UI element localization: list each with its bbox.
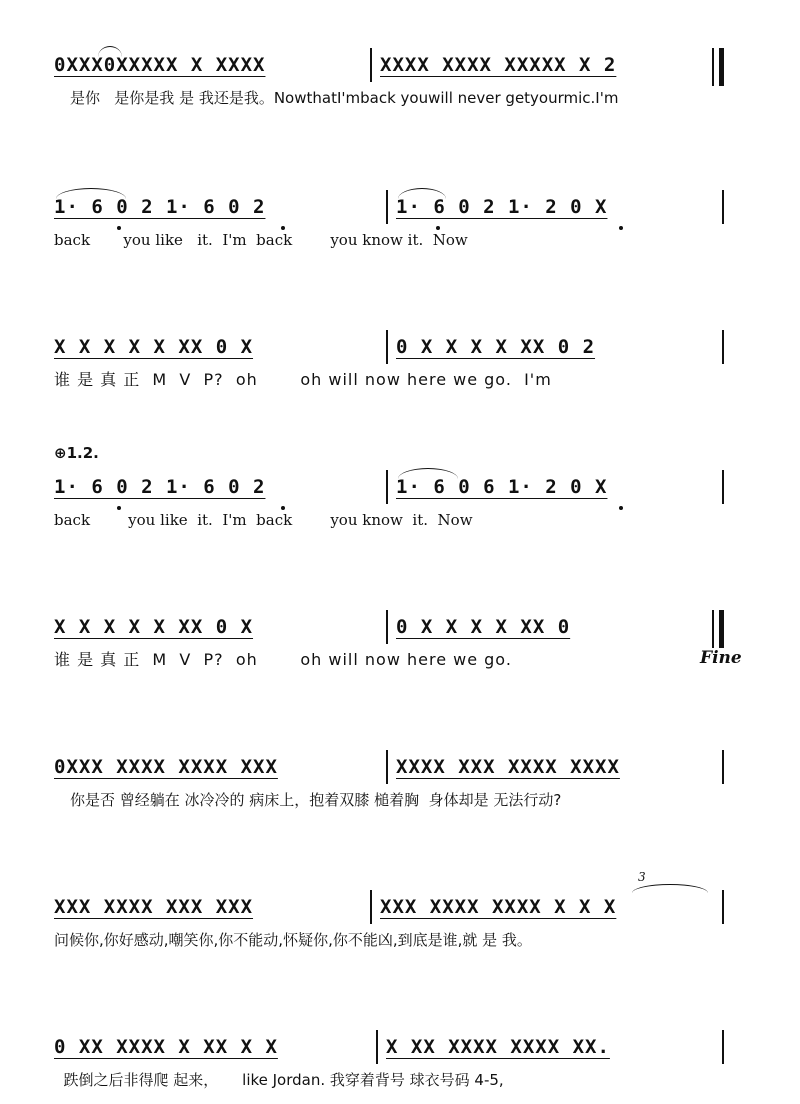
score-system-8 (0, 1030, 800, 1104)
coda-label: 1.2. (66, 444, 99, 462)
barline (722, 330, 724, 364)
barline (386, 190, 388, 224)
score-system-5 (0, 610, 800, 690)
measure-1: XXX XXXX XXX XXX (54, 896, 254, 918)
measure-2: 0 X X X X XX 0 (396, 616, 571, 638)
score-system-6 (0, 750, 800, 830)
measure-2: XXXX XXX XXXX XXXX (396, 756, 620, 778)
barline (376, 1030, 378, 1064)
measure-2: 1· 6 0 6 1· 2 0 X (396, 476, 608, 498)
barline (370, 48, 372, 82)
measure-1: 0XXX XXXX XXXX XXX (54, 756, 278, 778)
measure-1: X X X X X XX 0 X (54, 336, 254, 358)
final-barline-thick (719, 610, 724, 648)
triplet-bracket (632, 884, 708, 893)
measure-1: 0 XX XXXX X XX X X (54, 1036, 278, 1058)
coda-icon: ⊕ (54, 444, 67, 462)
barline (386, 750, 388, 784)
barline (722, 190, 724, 224)
lyric-line-5: 谁 是 真 正 M V P? oh oh will now here we go. (54, 650, 512, 669)
octave-dot (619, 226, 623, 230)
barline (386, 610, 388, 644)
score-system-1 (0, 48, 800, 128)
measure-2: X XX XXXX XXXX XX. (386, 1036, 610, 1058)
final-barline-thin (712, 610, 714, 648)
lyric-line-3: 谁 是 真 正 M V P? oh oh will now here we go. I'm (54, 370, 552, 389)
triplet-marker (638, 870, 646, 884)
measure-2: XXX XXXX XXXX X X X (380, 896, 617, 918)
barline (386, 470, 388, 504)
measure-1: 1· 6 0 2 1· 6 0 2 (54, 476, 266, 498)
fine-marker: Fine (700, 648, 742, 668)
barline (722, 1030, 724, 1064)
score-system-3 (0, 330, 800, 410)
barline (386, 330, 388, 364)
coda-marker (54, 444, 99, 462)
measure-1: X X X X X XX 0 X (54, 616, 254, 638)
measure-2: 0 X X X X XX 0 2 (396, 336, 596, 358)
final-barline-thin (712, 48, 714, 86)
barline (370, 890, 372, 924)
lyric-line-1: 是你 是你是我 是 我还是我。NowthatI'mback youwill never getyourmic.I'm (70, 89, 619, 107)
lyric-line-8: 跌倒之后非得爬 起来， like Jordan. 我穿着背号 球衣号码 4-5, (54, 1071, 504, 1089)
score-system-7 (0, 870, 800, 970)
score-system-2 (0, 190, 800, 270)
lyric-line-6: 你是否 曾经躺在 冰冷冷的 病床上，抱着双膝 槌着胸 身体却是 无法行动? (70, 791, 562, 809)
final-barline-thick (719, 48, 724, 86)
barline (722, 470, 724, 504)
lyric-line-2: back you like it. I'm back you know it. Now (54, 231, 468, 249)
score-system-4 (0, 444, 800, 550)
lyric-line-4: back you like it. I'm back you know it. Now (54, 511, 473, 529)
barline (722, 890, 724, 924)
barline (722, 750, 724, 784)
measure-2: 1· 6 0 2 1· 2 0 X (396, 196, 608, 218)
lyric-line-7: 问候你,你好感动,嘲笑你,你不能动,怀疑你,你不能凶,到底是谁,就 是 我。 (54, 931, 532, 949)
measure-1: 0XXX0XXXXX X XXXX (54, 54, 266, 76)
octave-dot (619, 506, 623, 510)
triplet-label: 3 (638, 870, 646, 884)
measure-2: XXXX XXXX XXXXX X 2 (380, 54, 617, 76)
measure-1: 1· 6 0 2 1· 6 0 2 (54, 196, 266, 218)
